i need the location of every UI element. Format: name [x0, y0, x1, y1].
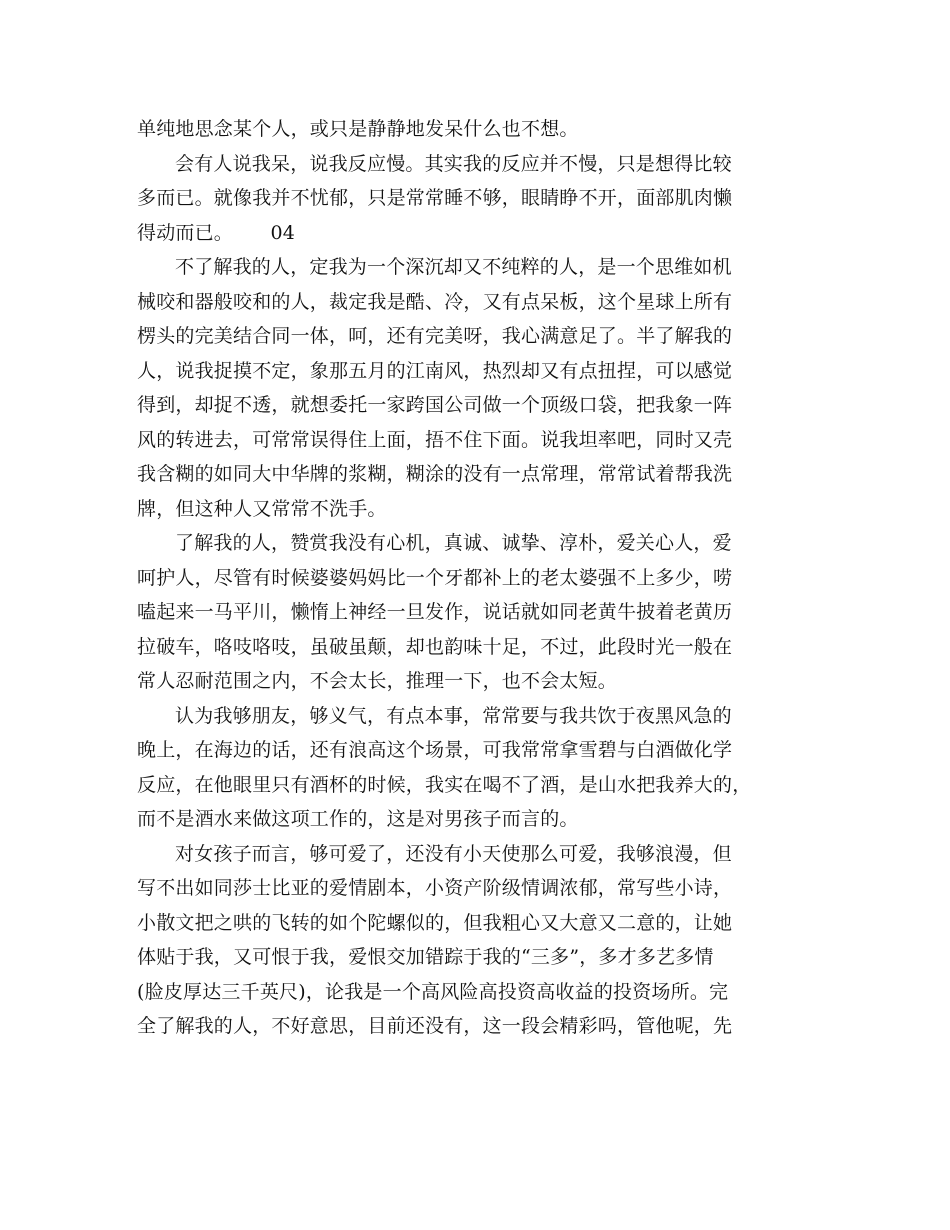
text-line: 不了解我的人，定我为一个深沉却又不纯粹的人，是一个思维如机 — [175, 256, 732, 278]
text-line: 嗑起来一马平川，懒惰上神经一旦发作，说话就如同老黄牛披着老黄历 — [137, 601, 733, 623]
text-line: (脸皮厚达三千英尺)，论我是一个高风险高投资高收益的投资场所。完 — [137, 980, 729, 1003]
text-line: 而不是酒水来做这项工作的，这是对男孩子而言的。 — [137, 808, 579, 830]
text-line: 拉破车，咯吱咯吱，虽破虽颠，却也韵味十足，不过，此段时光一般在 — [137, 635, 733, 658]
text-line: 单纯地思念某个人，或只是静静地发呆什么也不想。 — [137, 118, 579, 140]
text-line: 晚上，在海边的话，还有浪高这个场景，可我常常拿雪碧与白酒做化学 — [137, 739, 733, 761]
text-line: 械咬和器般咬和的人，裁定我是酷、冷，又有点呆板，这个星球上所有 — [137, 290, 733, 313]
text-line: 得动而已。 04 — [137, 221, 296, 244]
text-line: 得到，却捉不透，就想委托一家跨国公司做一个顶级口袋，把我象一阵 — [137, 394, 733, 416]
text-line: 体贴于我，又可恨于我，爱恨交加错踪于我的“三多”，多才多艺多情 — [137, 946, 714, 968]
text-line: 了解我的人，赞赏我没有心机，真诚、诚挚、淳朴，爱关心人，爱 — [175, 532, 732, 554]
text-line: 人，说我捉摸不定，象那五月的江南风，热烈却又有点扭捏，可以感觉 — [137, 359, 733, 382]
text-line: 小散文把之哄的飞转的如个陀螺似的，但我粗心又大意又二意的，让她 — [137, 911, 733, 934]
text-line: 反应，在他眼里只有酒杯的时候，我实在喝不了酒，是山水把我养大的， — [137, 773, 752, 796]
text-line: 认为我够朋友，够义气，有点本事，常常要与我共饮于夜黑风急的 — [175, 704, 732, 727]
text-line: 会有人说我呆，说我反应慢。其实我的反应并不慢，只是想得比较 — [175, 152, 732, 175]
text-line: 对女孩子而言，够可爱了，还没有小天使那么可爱，我够浪漫，但 — [175, 842, 732, 865]
text-line: 呵护人，尽管有时候婆婆妈妈比一个牙都补上的老太婆强不上多少，唠 — [137, 566, 733, 589]
text-line: 全了解我的人，不好意思，目前还没有，这一段会精彩吗，管他呢，先 — [137, 1015, 733, 1037]
text-line: 写不出如同莎士比亚的爱情剧本，小资产阶级情调浓郁，常写些小诗， — [137, 877, 733, 899]
text-line: 我含糊的如同大中华牌的浆糊，糊涂的没有一点常理，常常试着帮我洗 — [137, 463, 733, 485]
text-line: 牌，但这种人又常常不洗手。 — [137, 497, 387, 520]
text-line: 常人忍耐范围之内，不会太长，推理一下，也不会太短。 — [137, 670, 618, 692]
text-line: 风的转进去，可常常误得住上面，捂不住下面。说我坦率吧，同时又壳 — [137, 428, 733, 451]
text-line: 楞头的完美结合同一体，呵，还有完美呀，我心满意足了。半了解我的 — [137, 325, 733, 347]
body-text — [137, 112, 827, 1044]
text-line: 多而已。就像我并不忧郁，只是常常睡不够，眼睛睁不开，面部肌肉懒 — [137, 187, 733, 209]
